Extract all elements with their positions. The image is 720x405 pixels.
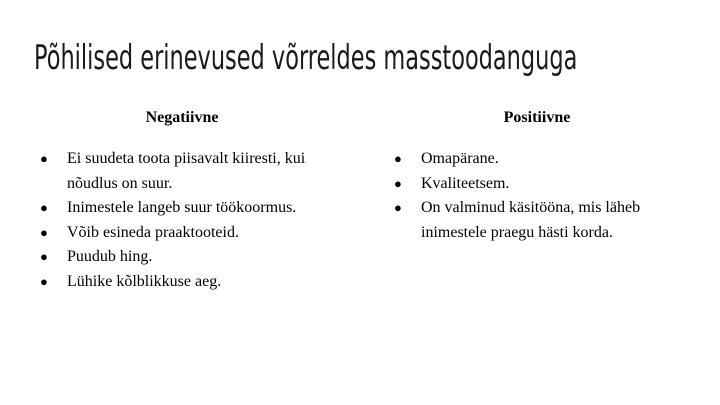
list-item	[394, 147, 694, 172]
list-item-text: Ei suudeta toota piisavalt kiiresti, kui nõudlus on suur.	[67, 150, 306, 192]
list-item-text: Omapärane.	[421, 150, 499, 167]
list-item	[40, 196, 340, 221]
list-item-text: Inimestele langeb suur töökoormus.	[67, 199, 297, 216]
bullet-icon: ●	[394, 175, 402, 191]
list-item-text: Kvaliteetsem.	[421, 174, 510, 192]
negative-column	[40, 108, 340, 294]
list-item-text: Lühike kõlblikkuse aeg.	[67, 272, 222, 290]
slide-title: Põhilised erinevused võrreldes masstoodanguga	[34, 38, 578, 78]
bullet-icon: ●	[394, 200, 402, 215]
list-item	[40, 270, 340, 295]
list-item-text: Puudub hing.	[67, 248, 153, 265]
negative-heading: Negatiivne	[145, 109, 219, 126]
list-item	[40, 221, 340, 246]
bullet-icon: ●	[40, 224, 48, 240]
bullet-icon: ●	[394, 151, 402, 166]
negative-list	[40, 147, 340, 294]
list-item	[394, 172, 694, 197]
list-item	[394, 196, 694, 245]
list-item-text: Võib esineda praaktooteid.	[67, 223, 239, 241]
list-item	[40, 147, 340, 196]
positive-heading: Positiivne	[503, 109, 571, 126]
list-item	[40, 245, 340, 270]
bullet-icon: ●	[40, 200, 48, 215]
bullet-icon: ●	[40, 273, 48, 289]
positive-list	[394, 147, 694, 245]
bullet-icon: ●	[40, 249, 48, 264]
positive-column	[394, 108, 694, 245]
list-item-text: On valminud käsitööna, mis läheb inimestele praegu hästi korda.	[421, 199, 641, 241]
bullet-icon: ●	[40, 151, 48, 166]
